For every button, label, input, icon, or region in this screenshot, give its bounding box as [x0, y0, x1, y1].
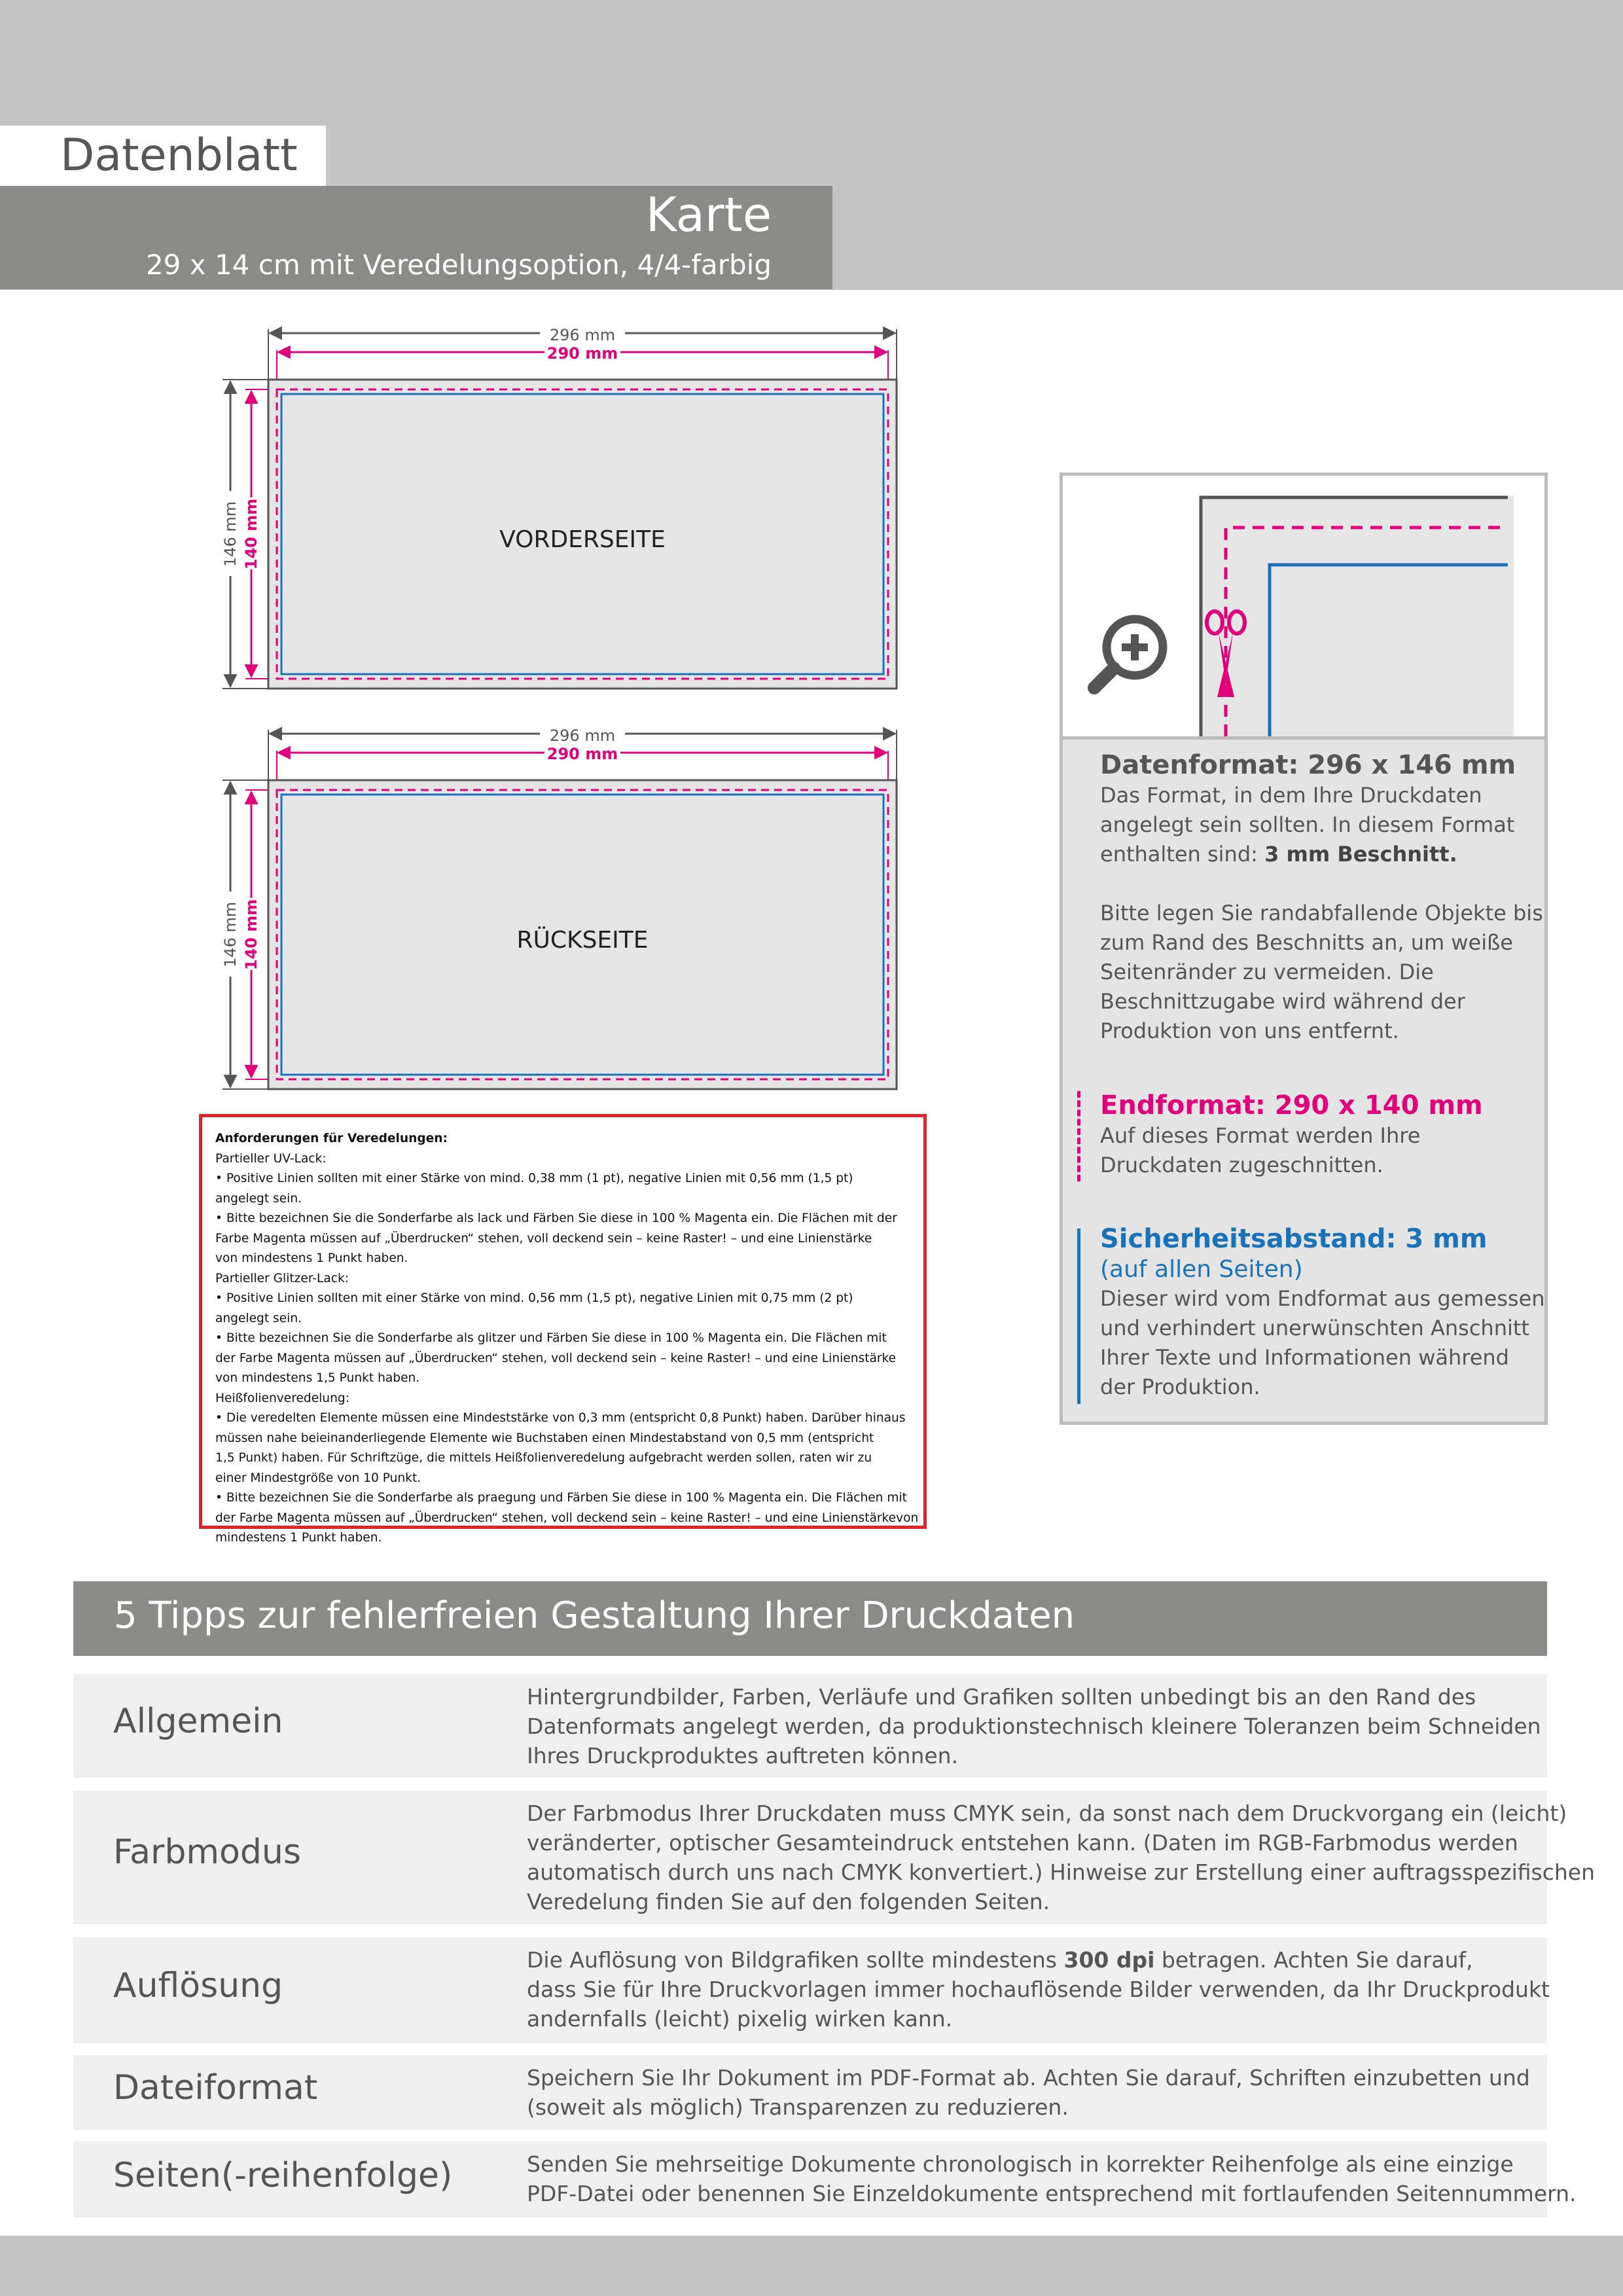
requirements-line: von mindestens 1 Punkt haben.	[215, 1251, 408, 1265]
tip-label: Auflösung	[113, 1966, 283, 2005]
safety-margin-marker	[1077, 1229, 1080, 1404]
safety-margin-line: Ihrer Texte und Informationen während	[1100, 1345, 1509, 1370]
requirements-line: Partieller Glitzer-Lack:	[215, 1271, 349, 1285]
requirements-line: 1,5 Punkt) haben. Für Schriftzüge, die mittels Heißfolienveredelung aufgebracht werden sollen, raten wir zu	[215, 1451, 872, 1465]
tip-row-farbmodus	[73, 1791, 1596, 1924]
safety-margin-sub: (auf allen Seiten)	[1100, 1256, 1303, 1283]
tips-header	[73, 1581, 1547, 1656]
back-side-label: RÜCKSEITE	[516, 927, 649, 954]
requirements-line: Heißfolienveredelung:	[215, 1391, 349, 1405]
requirements-line: • Bitte bezeichnen Sie die Sonderfarbe als praegung und Färben Sie diese in 100 % Magenta ein. Die Flächen mit	[215, 1491, 907, 1505]
end-format-line: Auf dieses Format werden Ihre	[1100, 1123, 1421, 1148]
front-height-final: 140 mm	[242, 498, 260, 570]
bleed-detail-graphic	[1063, 476, 1544, 736]
requirements-line: • Bitte bezeichnen Sie die Sonderfarbe als lack und Färben Sie diese in 100 % Magenta ein. Die Flächen mit der	[215, 1211, 897, 1225]
safety-margin-heading: Sicherheitsabstand: 3 mm	[1100, 1224, 1488, 1254]
data-format-section	[1100, 749, 1543, 1046]
data-format-line: Das Format, in dem Ihre Druckdaten	[1100, 783, 1482, 808]
zoom-detail	[1063, 476, 1544, 740]
front-width-data: 296 mm	[549, 326, 616, 344]
requirements-line: • Positive Linien sollten mit einer Stärke von mind. 0,38 mm (1 pt), negative Linien mit 0,56 mm (1,5 pt)	[215, 1172, 853, 1185]
end-format-marker	[1077, 1091, 1080, 1181]
tip-row-aufloesung	[73, 1937, 1550, 2043]
safety-margin-section	[1100, 1223, 1545, 1402]
tip-text: Senden Sie mehrseitige Dokumente chronologisch in korrekter Reihenfolge als eine einzige PDF-Datei oder benennen Sie Einzeldokumente entsprechend mit fortlaufenden Seitennummern.	[527, 2151, 1577, 2206]
datasheet-label: Datenblatt	[60, 130, 298, 181]
tip-row-seitenreihenfolge	[73, 2142, 1577, 2217]
front-diagram	[221, 326, 897, 689]
back-width-data: 296 mm	[549, 726, 616, 745]
requirements-line: Farbe Magenta müssen auf „Überdrucken“ stehen, voll deckend sein – keine Raster! – und eine Linienstärke	[215, 1231, 872, 1246]
front-height-data: 146 mm	[221, 501, 240, 567]
datasheet-label-tab	[0, 126, 326, 186]
tip-label: Allgemein	[113, 1702, 283, 1741]
requirements-line: der Farbe Magenta müssen auf „Überdrucken“ stehen, voll deckend sein – keine Raster! – und eine Linienstärkevon	[215, 1511, 919, 1525]
back-diagram	[221, 726, 897, 1089]
format-diagrams	[0, 301, 942, 1106]
tip-text: Hintergrundbilder, Farben, Verläufe und Grafiken sollten unbedingt bis an den Rand des Datenformats angelegt werden, da produktionstechnisch kleinere Toleranzen beim Schneiden Ihres Druckproduktes auftreten können.	[527, 1684, 1541, 1768]
tips-title: 5 Tipps zur fehlerfreien Gestaltung Ihrer Druckdaten	[114, 1594, 1075, 1637]
safety-margin-line: der Produktion.	[1100, 1374, 1260, 1399]
data-format-note: Seitenränder zu vermeiden. Die	[1100, 960, 1434, 984]
format-info-panel	[1060, 473, 1548, 1425]
front-side-label: VORDERSEITE	[499, 526, 666, 553]
end-format-section	[1100, 1090, 1532, 1180]
end-format-line: Druckdaten zugeschnitten.	[1100, 1153, 1383, 1177]
bleed-amount: 3 mm Beschnitt.	[1264, 842, 1457, 867]
requirements-line: • Positive Linien sollten mit einer Stärke von mind. 0,56 mm (1,5 pt), negative Linien mit 0,75 mm (2 pt)	[215, 1291, 853, 1305]
footer-band	[0, 2236, 1623, 2296]
safety-margin-line: Dieser wird vom Endformat aus gemessen	[1100, 1286, 1545, 1311]
requirements-line: • Bitte bezeichnen Sie die Sonderfarbe als glitzer und Färben Sie diese in 100 % Magenta ein. Die Flächen mit	[215, 1331, 887, 1345]
requirements-line: müssen nahe beieinanderliegende Elemente wie Buchstaben einen Mindestabstand von 0,5 mm (entspricht	[215, 1431, 874, 1445]
back-width-final: 290 mm	[546, 745, 618, 763]
data-format-note: zum Rand des Beschnitts an, um weiße	[1100, 930, 1513, 955]
tip-label: Dateiformat	[113, 2068, 318, 2108]
data-format-note: Bitte legen Sie randabfallende Objekte bis	[1100, 901, 1543, 925]
tip-row-dateiformat	[73, 2055, 1547, 2130]
title-bar	[0, 186, 832, 289]
requirements-line: einer Mindestgröße von 10 Punkt.	[215, 1471, 421, 1485]
tip-text: Die Auflösung von Bildgrafiken sollte mindestens 300 dpi betragen. Achten Sie darauf, dass Sie für Ihre Druckvorlagen immer hochauflösende Bilder verwenden, da Ihr Druckprodukt andernfalls (leicht) pixelig wirken kann.	[527, 1947, 1550, 2032]
resolution-value: 300 dpi	[1063, 1947, 1155, 1973]
tip-row-allgemein	[73, 1674, 1547, 1778]
product-subtitle: 29 x 14 cm mit Veredelungsoption, 4/4-farbig	[145, 249, 772, 281]
tip-text: Der Farbmodus Ihrer Druckdaten muss CMYK sein, da sonst nach dem Druckvorgang ein (leicht) veränderter, optischer Gesamteindruck entstehen kann. (Daten im RGB-Farbmodus werden automatisch durch uns nach CMYK konvertiert.) Hinweise zur Erstellung einer auftragsspezifischen Veredelung finden Sie auf den folgenden Seiten.	[527, 1801, 1596, 1914]
back-height-final: 140 mm	[242, 899, 260, 971]
requirements-line: angelegt sein.	[215, 1191, 302, 1206]
requirements-line: mindestens 1 Punkt haben.	[215, 1531, 382, 1545]
magnifier-plus-icon	[1094, 619, 1163, 688]
product-title: Karte	[645, 187, 772, 242]
requirements-heading: Anforderungen für Veredelungen:	[215, 1132, 448, 1145]
finishing-requirements-box	[199, 1114, 927, 1545]
back-height-data: 146 mm	[221, 901, 240, 968]
tip-label: Farbmodus	[113, 1833, 301, 1872]
data-format-line: enthalten sind: 3 mm Beschnitt.	[1100, 842, 1457, 867]
front-width-final: 290 mm	[546, 344, 618, 363]
data-format-note: Produktion von uns entfernt.	[1100, 1018, 1399, 1043]
tip-label: Seiten(-reihenfolge)	[113, 2156, 453, 2195]
requirements-line: von mindestens 1,5 Punkt haben.	[215, 1371, 420, 1385]
end-format-heading: Endformat: 290 x 140 mm	[1100, 1090, 1483, 1121]
requirements-line: angelegt sein.	[215, 1311, 302, 1325]
data-format-heading: Datenformat: 296 x 146 mm	[1100, 750, 1516, 780]
tip-text: Speichern Sie Ihr Dokument im PDF-Format ab. Achten Sie darauf, Schriften einzubetten und (soweit als möglich) Transparenzen zu reduzieren.	[527, 2065, 1530, 2120]
data-format-note: Beschnittzugabe wird während der	[1100, 989, 1465, 1014]
requirements-line: • Die veredelten Elemente müssen eine Mindeststärke von 0,3 mm (entspricht 0,8 Punkt) haben. Darüber hinaus	[215, 1411, 906, 1425]
safety-margin-line: und verhindert unerwünschten Anschnitt	[1100, 1316, 1529, 1340]
requirements-line: Partieller UV-Lack:	[215, 1151, 327, 1166]
data-format-line: angelegt sein sollten. In diesem Format	[1100, 812, 1515, 837]
requirements-line: der Farbe Magenta müssen auf „Überdrucken“ stehen, voll deckend sein – keine Raster! – und eine Linienstärke	[215, 1351, 897, 1365]
